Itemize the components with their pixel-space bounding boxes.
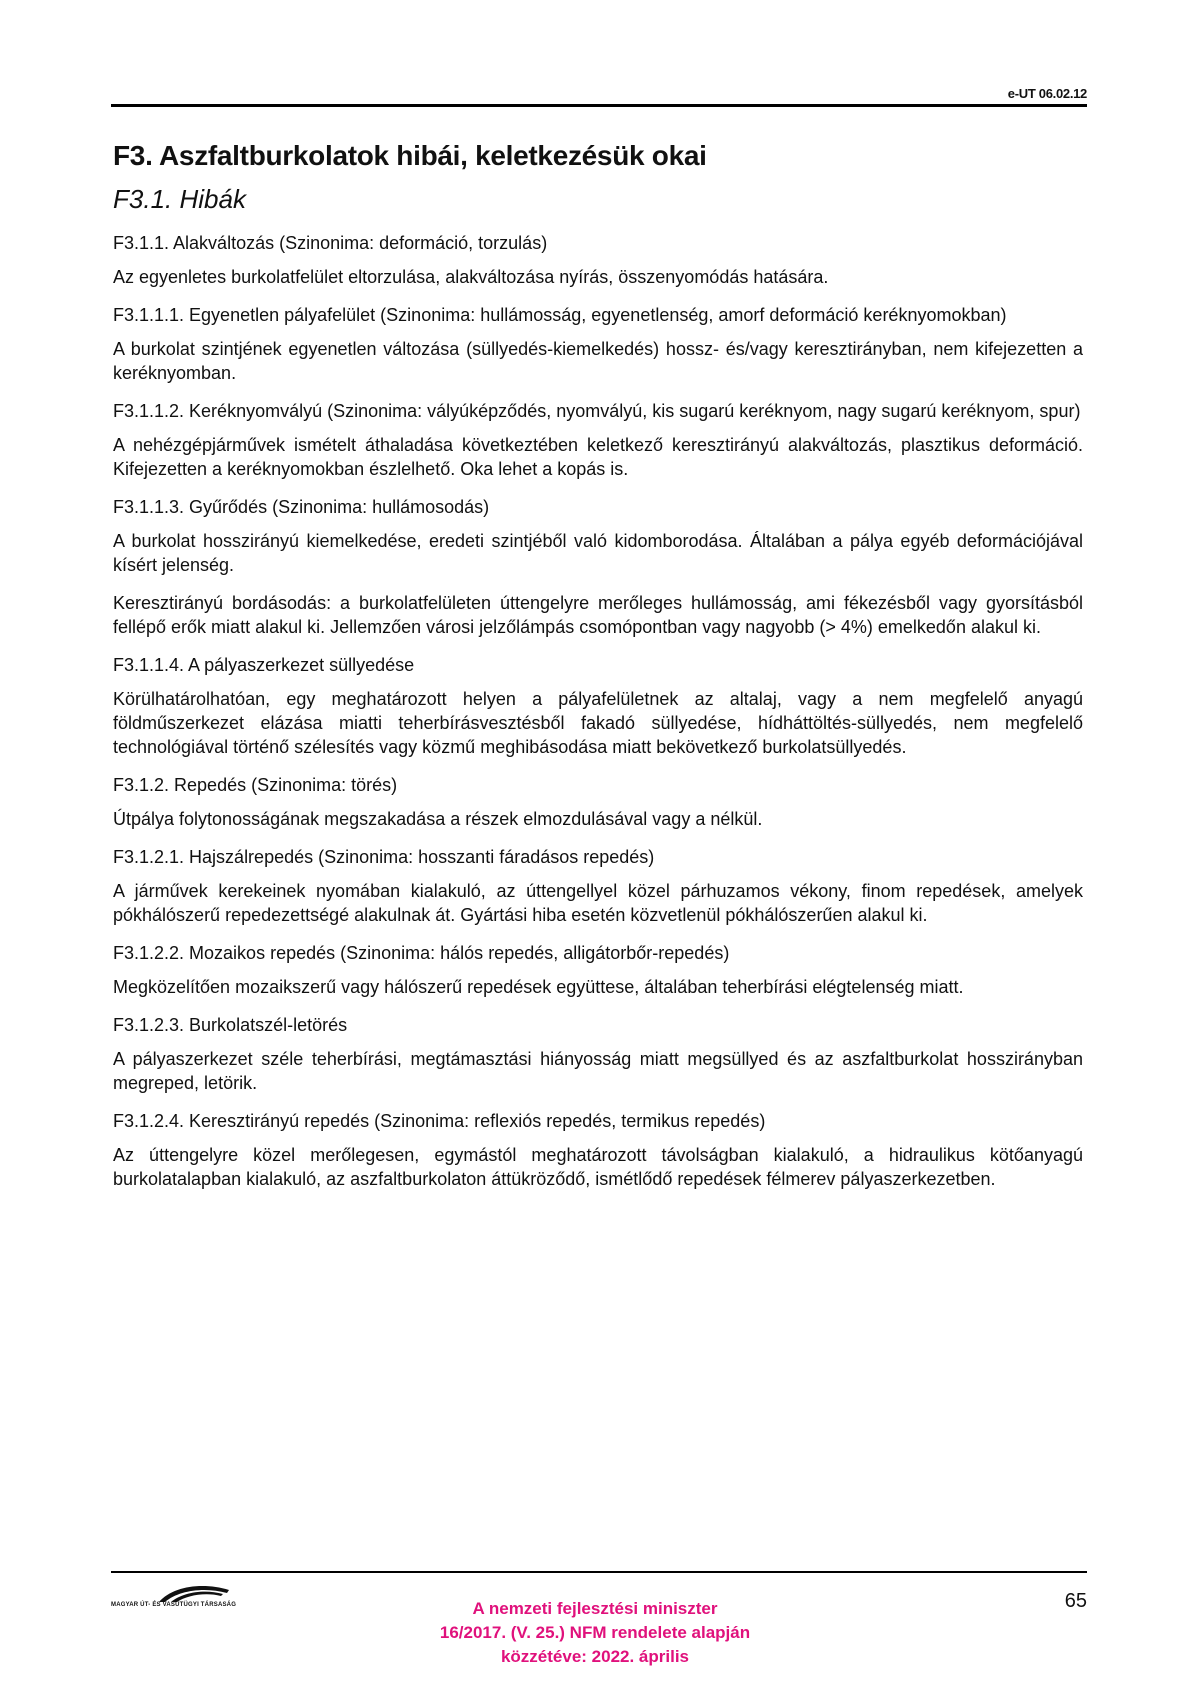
para-repedes: Útpálya folytonosságának megszakadása a részek elmozdulásával vagy a nélkül. [113,809,763,829]
heading-egyenetlen-palyafelulet: F3.1.1.1. Egyenetlen pályafelület (Szinonima: hullámosság, egyenetlenség, amorf deformáció keréknyomokban) [113,305,1007,325]
heading-gyurodes: F3.1.1.3. Gyűrődés (Szinonima: hullámosodás) [113,497,490,517]
stamp-line: A nemzeti fejlesztési miniszter [472,1599,718,1618]
footer-rule [111,1571,1087,1573]
para-keresztiranyu-repedes: Az úttengelyre közel merőlegesen, egymástól meghatározott távolságban kialakuló, a hidraulikus kötőanyagú burkolatalapban kialakuló, az aszfaltburkolaton áttükröződő, ismétlődő repedések félmerev pályaszerkezetben. [113,1145,1083,1189]
heading-burkolatszel-letores: F3.1.2.3. Burkolatszél-letörés [113,1015,348,1035]
page-number: 65 [1064,1590,1087,1612]
para-burkolatszel-letores: A pályaszerkezet széle teherbírási, megtámasztási hiányosság miatt megsüllyed és az aszfaltburkolat hosszirányban megreped, letörik. [113,1049,1083,1093]
para-palyaszerkezet-sullyedese: Körülhatárolhatóan, egy meghatározott helyen a pályafelületnek az altalaj, vagy a nem megfelelő anyagú földműszerkezet elázása miatti teherbírásvesztésből fakadó süllyedése, hídháttöltés-süllyedés, nem megfelelő technológiával történő szélesítés vagy közmű meghibásodása miatt bekövetkező burkolatsüllyedés. [113,689,1083,757]
para-hajszalrepedes: A járművek kerekeinek nyomában kialakuló, az úttengellyel közel párhuzamos vékony, finom repedések, amelyek pókhálószerű repedezettségé alakulnak át. Gyártási hiba esetén közvetlenül pókhálószerűen alakul ki. [113,881,1083,925]
heading-palyaszerkezet-sullyedese: F3.1.1.4. A pályaszerkezet süllyedése [113,655,415,675]
stamp-line: közzétéve: 2022. április [500,1647,690,1666]
header-rule [111,104,1087,107]
heading-keresztiranyu-repedes: F3.1.2.4. Keresztirányú repedés (Szinonima: reflexiós repedés, termikus repedés) [113,1111,766,1131]
heading-alakvaltozas: F3.1.1. Alakváltozás (Szinonima: deformáció, torzulás) [113,233,548,253]
section-title: F3. Aszfaltburkolatok hibái, keletkezésük okai [113,140,707,171]
heading-keréknyomvalyu: F3.1.1.2. Keréknyomvályú (Szinonima: vályúképződés, nyomvályú, kis sugarú keréknyom, nagy sugarú keréknyom, spur) [113,401,1081,421]
document-id: e-UT 06.02.12 [1007,86,1087,101]
para-gyurodes: A burkolat hosszirányú kiemelkedése, eredeti szintjéből való kidomborodása. Általában a pálya egyéb deformációjával kísért jelenség. [113,531,1083,575]
heading-repedes: F3.1.2. Repedés (Szinonima: törés) [113,775,398,795]
para-alakvaltozas: Az egyenletes burkolatfelület eltorzulása, alakváltozása nyírás, összenyomódás hatására. [113,267,829,287]
heading-mozaikos-repedes: F3.1.2.2. Mozaikos repedés (Szinonima: hálós repedés, alligátorbőr-repedés) [113,943,730,963]
publication-stamp [0,1597,1190,1669]
page-content [113,140,1083,1205]
para-mozaikos-repedes: Megközelítően mozaikszerű vagy hálószerű repedések együttese, általában teherbírási elégtelenség miatt. [113,977,964,997]
para-keresztiranyu-bordasodas: Keresztirányú bordásodás: a burkolatfelületen úttengelyre merőleges hullámosság, ami fékezésből vagy gyorsításból fellépő erők miatt alakul ki. Jellemzően városi jelzőlámpás csomópontban vagy nagyobb (> 4%) emelkedőn alakul ki. [113,593,1083,637]
para-egyenetlen-palyafelulet: A burkolat szintjének egyenetlen változása (süllyedés-kiemelkedés) hossz- és/vagy keresztirányban, nem kifejezetten a keréknyomban. [113,339,1083,383]
logo-text: MAGYAR ÚT- ÉS VASÚTÜGYI TÁRSASÁG [111,1602,237,1608]
stamp-line: 16/2017. (V. 25.) NFM rendelete alapján [439,1623,751,1642]
subsection-title: F3.1. Hibák [113,184,246,214]
para-keréknyomvalyu: A nehézgépjárművek ismételt áthaladása következtében keletkező keresztirányú alakváltozás, plasztikus deformáció. Kifejezetten a keréknyomokban észlelhető. Oka lehet a kopás is. [113,435,1083,479]
heading-hajszalrepedes: F3.1.2.1. Hajszálrepedés (Szinonima: hosszanti fáradásos repedés) [113,847,655,867]
